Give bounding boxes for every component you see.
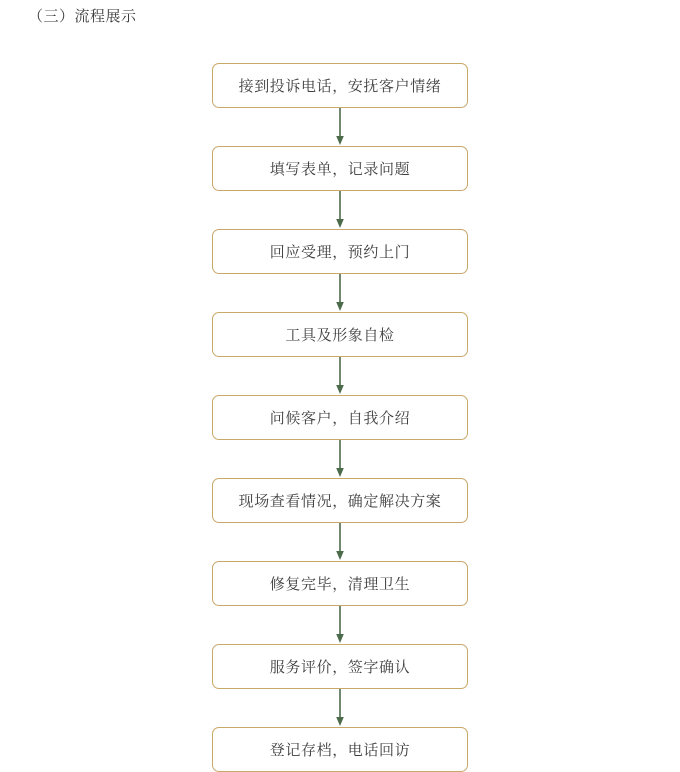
flow-node-8 [212,644,468,689]
process-flow-diagram [0,63,680,772]
flow-arrow-down-icon [333,274,347,312]
flow-node-6 [212,478,468,523]
flow-node-2 [212,146,468,191]
flow-arrow-down-icon [333,440,347,478]
flow-node-7 [212,561,468,606]
flow-arrow-down-icon [333,357,347,395]
flow-node-label: 登记存档，电话回访 [269,742,411,759]
flow-node-label: 回应受理，预约上门 [269,244,411,261]
flow-node-label: 填写表单，记录问题 [269,161,411,178]
flow-node-1 [212,63,468,108]
flow-arrow-down-icon [333,523,347,561]
flow-node-label: 服务评价，签字确认 [269,659,411,676]
flow-arrow-down-icon [333,191,347,229]
flow-node-label: 修复完毕，清理卫生 [269,576,411,593]
flow-node-label: 接到投诉电话，安抚客户情绪 [238,78,442,95]
flow-node-5 [212,395,468,440]
flow-node-label: 工具及形象自检 [285,327,395,344]
flow-node-3 [212,229,468,274]
flow-arrow-down-icon [333,606,347,644]
flow-node-label: 问候客户，自我介绍 [269,410,411,427]
flow-arrow-down-icon [333,108,347,146]
flow-node-4 [212,312,468,357]
page-title: （三）流程展示 [28,8,137,25]
flow-node-label: 现场查看情况，确定解决方案 [238,493,442,510]
flow-node-9 [212,727,468,772]
flow-arrow-down-icon [333,689,347,727]
